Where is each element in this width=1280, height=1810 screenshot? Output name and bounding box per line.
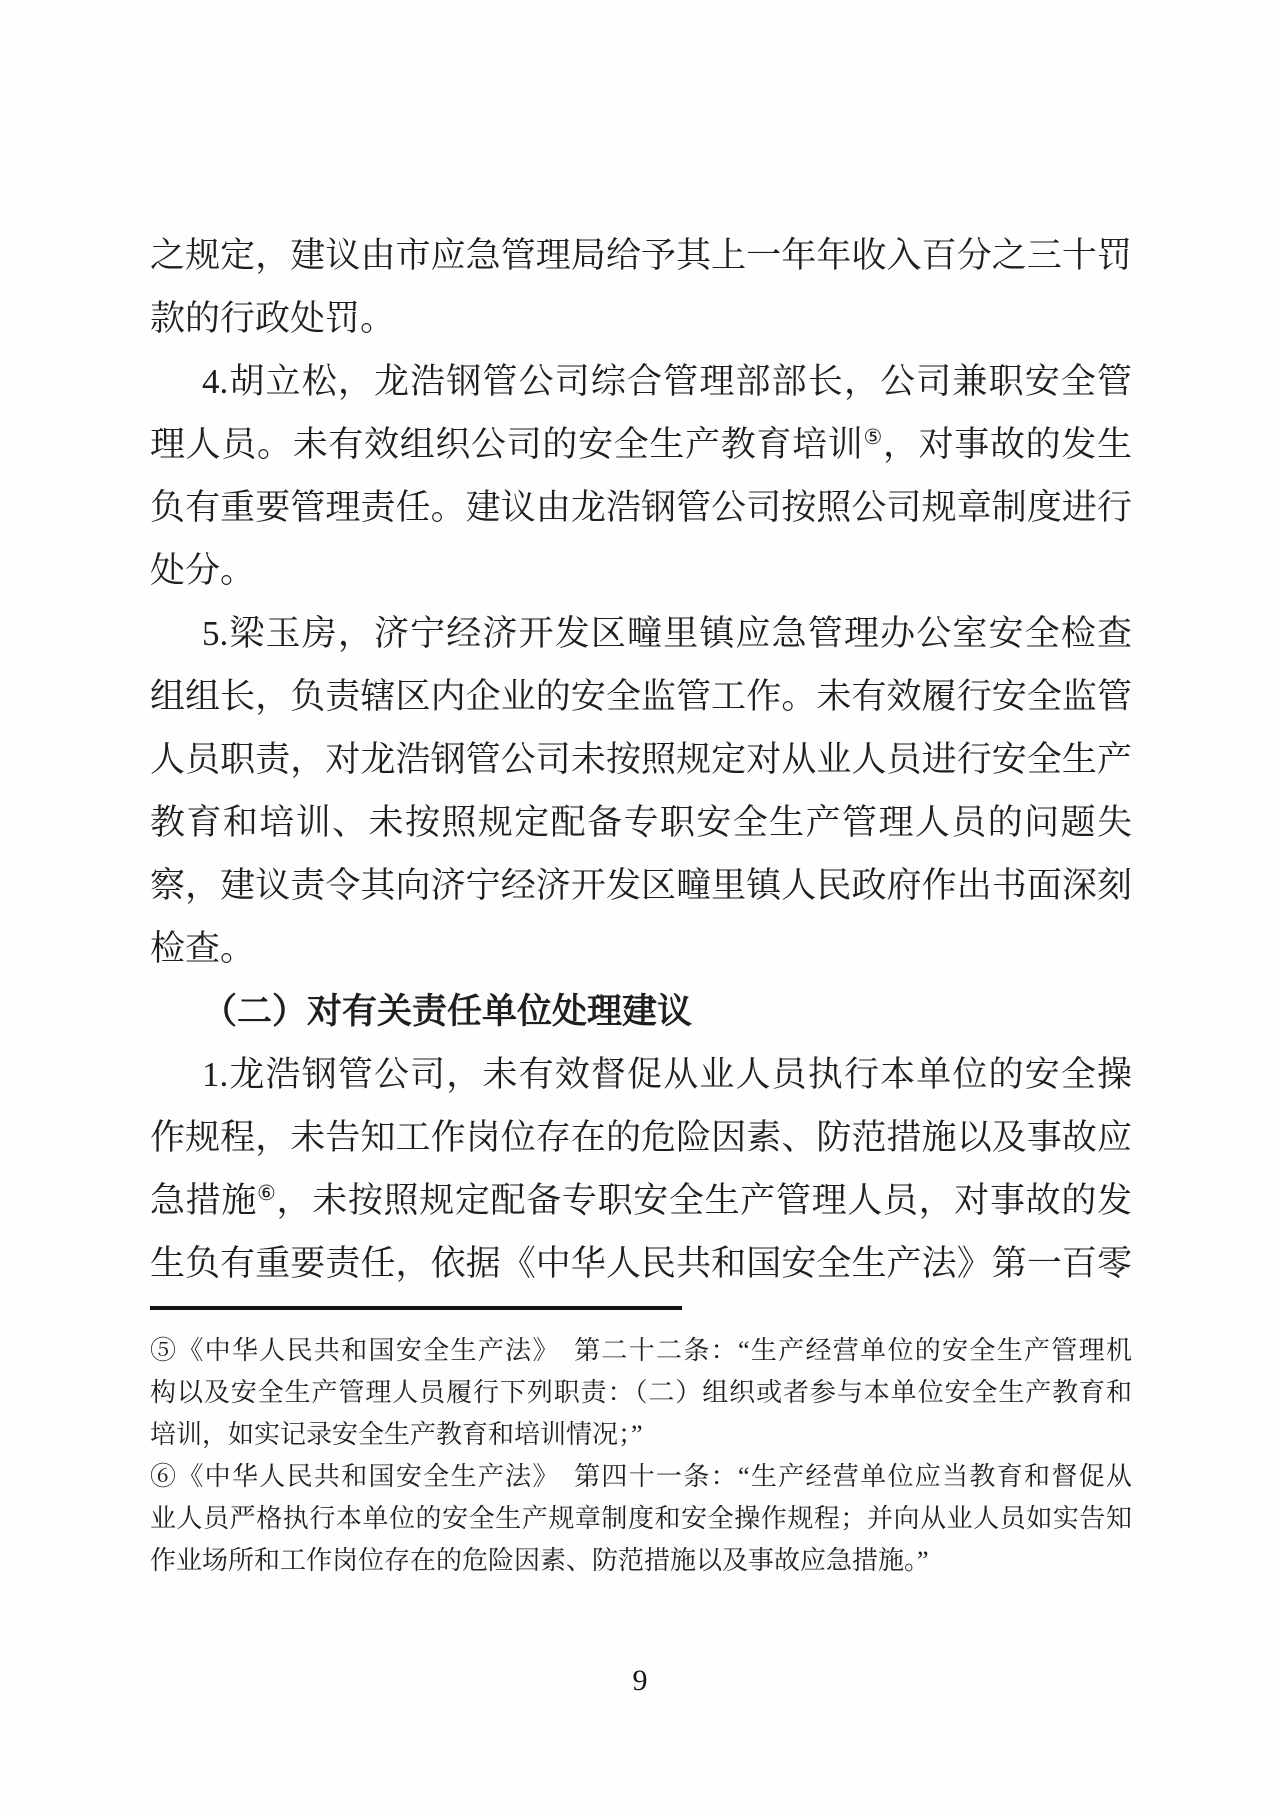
body-line: 负有重要管理责任。建议由龙浩钢管公司按照公司规章制度进行 bbox=[150, 488, 1132, 527]
body-line: 处分。 bbox=[150, 551, 256, 590]
body-text-segment: ，未按照规定配备专职安全生产管理人员，对事故的发 bbox=[276, 1181, 1132, 1220]
footnote-separator bbox=[150, 1306, 682, 1310]
footnote-line: 作业场所和工作岗位存在的危险因素、防范措施以及事故应急措施。” bbox=[150, 1546, 929, 1575]
body-line: 5.梁玉房，济宁经济开发区疃里镇应急管理办公室安全检查 bbox=[202, 614, 1132, 653]
section-heading: （二）对有关责任单位处理建议 bbox=[202, 992, 693, 1031]
body-text-segment: 急措施 bbox=[150, 1181, 258, 1220]
footnotes-section bbox=[150, 1330, 1132, 1582]
body-line: 察，建议责令其向济宁经济开发区疃里镇人民政府作出书面深刻 bbox=[150, 866, 1132, 905]
footnote-ref-6: ⑥ bbox=[257, 1181, 277, 1205]
page-number: 9 bbox=[632, 1664, 648, 1697]
body-line: 之规定，建议由市应急管理局给予其上一年年收入百分之三十罚 bbox=[150, 236, 1132, 275]
body-line: 人员职责，对龙浩钢管公司未按照规定对从业人员进行安全生产 bbox=[150, 740, 1132, 779]
body-line: 组组长，负责辖区内企业的安全监管工作。未有效履行安全监管 bbox=[150, 677, 1132, 716]
body-text-segment: ，对事故的发生 bbox=[882, 425, 1132, 464]
document-body bbox=[150, 224, 1132, 1295]
body-line bbox=[150, 413, 1132, 476]
body-text-segment: 理人员。未有效组织公司的安全生产教育培训 bbox=[150, 425, 864, 464]
footnote-line: 培训，如实记录安全生产教育和培训情况；” bbox=[150, 1420, 643, 1449]
footnote-line: ⑥《中华人民共和国安全生产法》 第四十一条：“生产经营单位应当教育和督促从 bbox=[150, 1462, 1132, 1491]
body-line: 4.胡立松，龙浩钢管公司综合管理部部长，公司兼职安全管 bbox=[202, 362, 1132, 401]
body-line bbox=[150, 1169, 1132, 1232]
body-line: 款的行政处罚。 bbox=[150, 299, 396, 338]
body-line: 生负有重要责任，依据《中华人民共和国安全生产法》第一百零 bbox=[150, 1244, 1132, 1283]
body-line: 1.龙浩钢管公司，未有效督促从业人员执行本单位的安全操 bbox=[202, 1055, 1132, 1094]
body-line: 作规程，未告知工作岗位存在的危险因素、防范措施以及事故应 bbox=[150, 1118, 1132, 1157]
body-line: 教育和培训、未按照规定配备专职安全生产管理人员的问题失 bbox=[150, 803, 1132, 842]
footnote-line: 构以及安全生产管理人员履行下列职责：（二）组织或者参与本单位安全生产教育和 bbox=[150, 1378, 1132, 1407]
footnote-line: ⑤《中华人民共和国安全生产法》 第二十二条：“生产经营单位的安全生产管理机 bbox=[150, 1336, 1132, 1365]
footnote-ref-5: ⑤ bbox=[863, 425, 883, 449]
footnote-line: 业人员严格执行本单位的安全生产规章制度和安全操作规程；并向从业人员如实告知 bbox=[150, 1504, 1132, 1533]
body-line: 检查。 bbox=[150, 929, 256, 968]
